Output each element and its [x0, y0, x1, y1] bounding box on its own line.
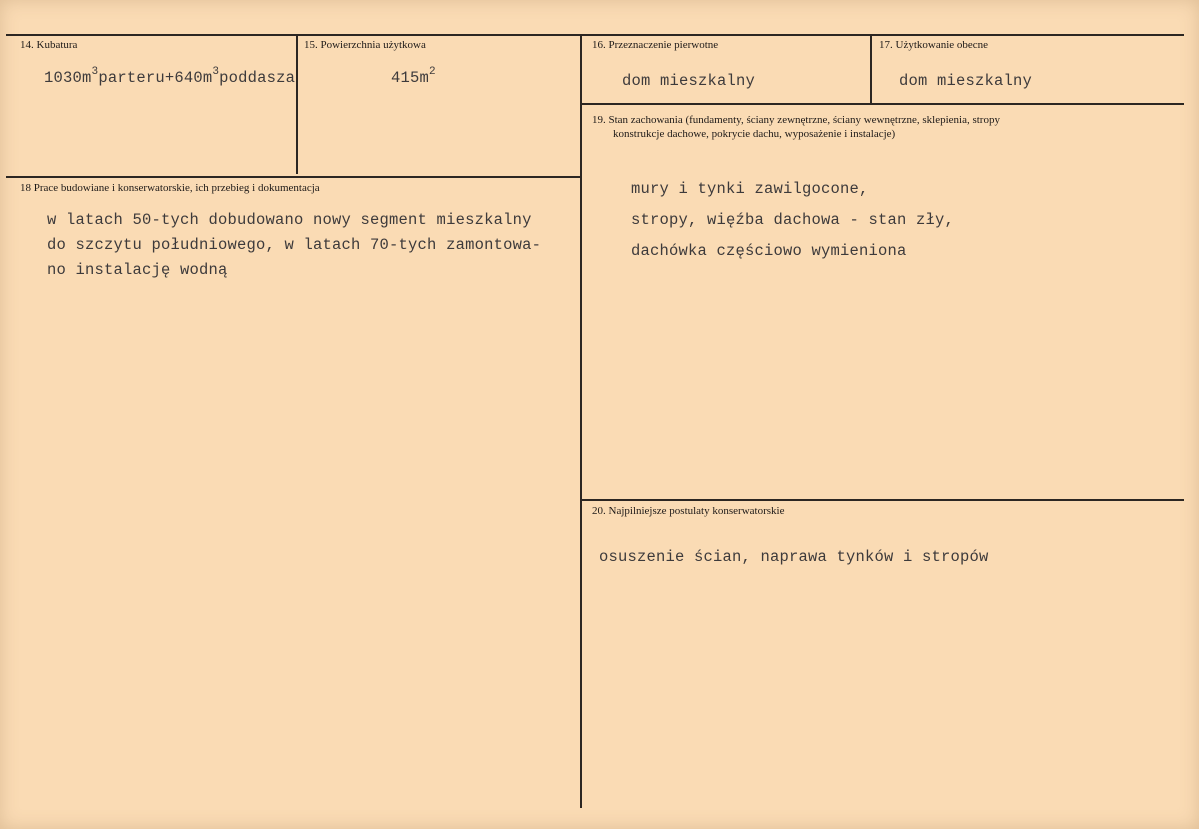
main-center-divider [580, 34, 582, 808]
field-20-label: 20. Najpilniejsze postulaty konserwatorskie [592, 505, 785, 517]
field-18-line: do szczytu południowego, w latach 70-tych zamontowa- [47, 236, 542, 254]
field-19-line: stropy, więźba dachowa - stan zły, [631, 211, 955, 229]
field-19-line: dachówka częściowo wymieniona [631, 242, 907, 260]
field-16-label: 16. Przeznaczenie pierwotne [592, 39, 719, 51]
field-15-value-text: 415m [391, 69, 430, 88]
field-17-label: 17. Użytkowanie obecne [879, 39, 989, 51]
field-20-value: osuszenie ścian, naprawa tynków i stropów [599, 548, 989, 566]
field-15-label: 15. Powierzchnia użytkowa [304, 39, 426, 51]
top-rule [6, 34, 1184, 36]
field-18-value [47, 208, 541, 283]
rule-above-18 [6, 176, 582, 178]
field-14-superscript-1: 3 [91, 66, 99, 78]
field-19-label-line2: konstrukcje dachowe, pokrycie dachu, wyposażenie i instalacje) [613, 128, 896, 140]
field-14-value-part3: poddasza [219, 69, 296, 88]
rule-above-19 [582, 103, 1184, 105]
field-18-line: no instalację wodną [47, 261, 228, 279]
rule-above-20 [582, 499, 1184, 501]
field-15-value [391, 68, 436, 87]
field-14-label: 14. Kubatura [20, 39, 78, 51]
field-19-line: mury i tynki zawilgocone, [631, 180, 869, 198]
field-15-superscript: 2 [429, 66, 436, 78]
field-14-value [44, 68, 295, 87]
divider-14-15 [296, 34, 298, 174]
field-14-superscript-2: 3 [212, 66, 220, 78]
field-14-value-part1: 1030m [44, 69, 92, 88]
field-18-label: 18 Prace budowiane i konserwatorskie, ich przebieg i dokumentacja [20, 182, 320, 194]
field-17-value: dom mieszkalny [899, 72, 1033, 90]
field-19-value [631, 177, 954, 264]
field-16-value: dom mieszkalny [622, 72, 756, 90]
divider-16-17 [870, 34, 872, 104]
field-18-line: w latach 50-tych dobudowano nowy segment mieszkalny [47, 211, 532, 229]
field-19-label-line1: 19. Stan zachowania (fundamenty, ściany zewnętrzne, ściany wewnętrzne, sklepienia, stropy [592, 114, 1000, 126]
field-14-value-part2: parteru+640m [98, 69, 213, 88]
